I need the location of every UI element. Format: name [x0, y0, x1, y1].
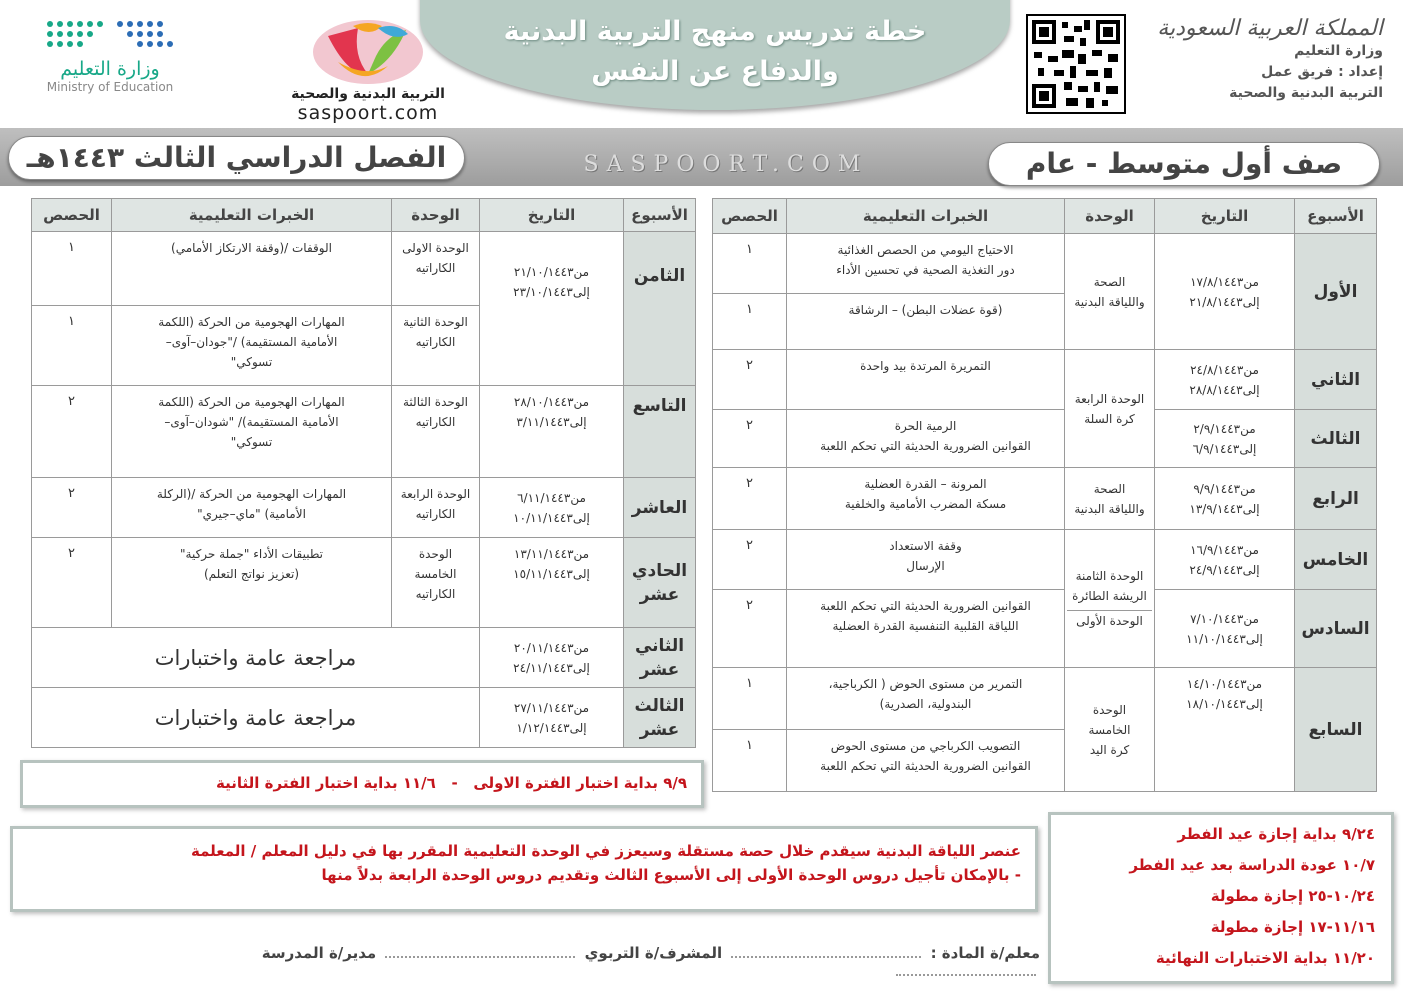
periods-cell: ٢	[32, 478, 112, 538]
experience-text: القوانين الضرورية الحديثة التي تحكم اللعبة	[820, 759, 1031, 773]
principal-signature-line	[896, 974, 1036, 976]
ministry-block	[1143, 16, 1383, 104]
experience-text: المهارات الهجومية من الحركة (اللكمة	[158, 395, 345, 409]
date-from: من٢٠/١١/١٤٤٣	[513, 640, 590, 655]
experience-text: التصويب الكرباجي من مستوى الحوض	[830, 739, 1021, 753]
holiday-item: ١١/٢٠ بداية الاختبارات النهائية	[1155, 949, 1375, 967]
periods-cell: ٢	[713, 410, 787, 468]
unit-label: الكاراتيه	[415, 335, 456, 349]
fitness-note-line2: - بالإمكان تأجيل دروس الوحدة الأولى إلى الأسبوع الثالث وتقديم دروس الوحدة الرابعة بدلاً منها	[321, 866, 1021, 884]
unit-cell	[1065, 234, 1155, 350]
experience-text: المرونة – القدرة العضلية	[864, 477, 987, 491]
week-date	[1155, 468, 1295, 530]
week-date	[1155, 530, 1295, 590]
week-name: الثاني	[1295, 350, 1377, 410]
date-from: من١٧/٨/١٤٤٣	[1190, 274, 1259, 289]
team-name: التربية البدنية والصحية	[1229, 85, 1383, 101]
experience-text: مسكة المضرب الأمامية والخلفية	[844, 497, 1007, 511]
title-line-2: والدفاع عن النفس	[591, 56, 839, 87]
table-row	[32, 386, 696, 478]
week-name	[624, 688, 696, 748]
experience-cell	[787, 234, 1065, 294]
unit-cell	[1065, 530, 1155, 668]
unit-cell	[392, 478, 480, 538]
holiday-item: ٩/٢٤ بداية إجازة عيد الفطر	[1177, 825, 1375, 843]
date-from: من١٣/١١/١٤٤٣	[513, 547, 590, 561]
date-from: من٢/٩/١٤٤٣	[1193, 421, 1256, 436]
week-name-part: عشر	[639, 659, 680, 680]
supervisor-signature-line	[385, 956, 575, 958]
experience-cell: الوقفات /(وقفة الارتكاز الأمامي)	[112, 232, 392, 306]
table-row	[713, 530, 1377, 590]
unit-label: واللياقة البدنية	[1074, 501, 1145, 516]
date-to: إلى٦/٩/١٤٤٣	[1192, 441, 1257, 456]
unit-label: كرة اليد	[1089, 742, 1130, 757]
periods-cell: ٢	[713, 468, 787, 530]
week-name	[624, 628, 696, 688]
experience-text: تسوكي"	[230, 355, 273, 369]
unit-label: الوحدة	[1092, 702, 1127, 717]
fitness-note-box	[10, 826, 1038, 912]
term-pill: الفصل الدراسي الثالث ١٤٤٣هـ	[8, 136, 465, 180]
brand-url: saspoort.com	[297, 102, 439, 124]
week-date	[480, 478, 624, 538]
date-to: إلى٢٤/١١/١٤٤٣	[513, 660, 590, 675]
right-schedule-table	[712, 198, 1377, 792]
experience-cell	[112, 386, 392, 478]
experience-text: القوانين الضرورية الحديثة التي تحكم اللعبة	[820, 439, 1031, 453]
week-date	[480, 688, 624, 748]
unit-label: الوحدة الثانية	[403, 315, 468, 329]
table-row	[32, 628, 696, 688]
week-name: التاسع	[624, 386, 696, 478]
moe-logo	[30, 14, 190, 94]
unit-label: كرة السلة	[1084, 411, 1135, 426]
grade-pill: صف أول متوسط - عام	[988, 142, 1380, 186]
experience-cell	[112, 478, 392, 538]
periods-cell: ٢	[32, 538, 112, 628]
table-row	[32, 688, 696, 748]
week-name-part: الثاني	[634, 635, 685, 656]
col-unit: الوحدة	[392, 199, 480, 232]
date-from: من٢٤/٨/١٤٤٣	[1190, 362, 1259, 377]
periods-cell: ٢	[32, 386, 112, 478]
brand-block	[248, 16, 488, 124]
moe-name-en: Ministry of Education	[46, 80, 174, 94]
unit-label: الوحدة الثامنة	[1075, 569, 1144, 583]
kingdom-name: المملكة العربية السعودية	[1157, 16, 1383, 41]
week-name: الخامس	[1295, 530, 1377, 590]
week-name: الأول	[1295, 234, 1377, 350]
week-name: الرابع	[1295, 468, 1377, 530]
week-date	[1155, 668, 1295, 792]
date-from: من٧/١٠/١٤٤٣	[1190, 611, 1259, 626]
col-periods: الحصص	[32, 199, 112, 232]
date-to: إلى١٨/١٠/١٤٤٣	[1186, 697, 1263, 711]
unit-label: الخامسة	[1088, 722, 1131, 737]
col-experience: الخبرات التعليمية	[112, 199, 392, 232]
exam-periods-text: ٩/٩ بداية اختبار الفترة الاولى - ١١/٦ بداية اختبار الفترة الثانية	[216, 774, 687, 792]
review-cell: مراجعة عامة واختبارات	[32, 688, 480, 748]
review-cell: مراجعة عامة واختبارات	[32, 628, 480, 688]
unit-label: الكاراتيه	[415, 587, 456, 601]
week-date	[1155, 350, 1295, 410]
teacher-signature-line	[731, 956, 921, 958]
brand-name: التربية البدنية والصحية	[291, 86, 445, 102]
week-date	[480, 232, 624, 386]
experience-text: (تعزيز نواتج التعلم)	[203, 567, 300, 581]
table-row	[713, 410, 1377, 468]
unit-label: الوحدة الثالثة	[403, 395, 468, 409]
unit-cell	[1065, 668, 1155, 792]
week-date	[480, 538, 624, 628]
experience-cell	[787, 590, 1065, 668]
holiday-item: ١٠/٢٤-٢٥ إجازة مطولة	[1210, 887, 1375, 905]
title-line-1: خطة تدريس منهج التربية البدنية	[503, 16, 927, 47]
principal-label: مدير/ة المدرسة	[261, 944, 377, 962]
unit-label: الوحدة الاولى	[402, 241, 469, 255]
date-from: من٢١/١٠/١٤٤٣	[513, 265, 590, 279]
experience-text: الإرسال	[906, 559, 945, 573]
periods-cell: ٢	[713, 350, 787, 410]
week-name-part: الحادي	[631, 560, 688, 581]
date-to: إلى٢٤/٩/١٤٤٣	[1189, 562, 1260, 577]
prepared-by: إعداد : فريق عمل	[1261, 64, 1383, 80]
experience-cell	[787, 410, 1065, 468]
fitness-note-line1: عنصر اللياقة البدنية سيقدم خلال حصة مستقلة وسيعزز في الوحدة التعليمية المقرر بها في دليل المعلم / المعلمة	[190, 842, 1021, 860]
unit-label: الوحدة الرابعة	[1074, 391, 1145, 406]
table-row	[32, 232, 696, 306]
experience-text: الأمامية) "ماي–جيري"	[197, 507, 306, 521]
unit-label: الخامسة	[414, 567, 457, 581]
week-date	[480, 386, 624, 478]
holiday-item: ١٠/٧ عودة الدراسة بعد عيد الفطر	[1129, 856, 1375, 874]
experience-text: التمرير من مستوى الحوض ( الكرباجية،	[828, 677, 1023, 691]
moe-dots-icon	[40, 14, 180, 58]
col-date: التاريخ	[480, 199, 624, 232]
experience-text: المهارات الهجومية من الحركة (اللكمة	[158, 315, 345, 329]
table-row	[32, 478, 696, 538]
week-name: الثامن	[624, 232, 696, 386]
experience-cell	[787, 730, 1065, 792]
date-to: إلى١٣/٩/١٤٤٣	[1189, 501, 1260, 516]
week-name	[624, 538, 696, 628]
unit-label: الوحدة الرابعة	[400, 487, 471, 501]
table-row	[713, 234, 1377, 294]
experience-cell: (قوة عضلات البطن) – الرشاقة	[787, 294, 1065, 350]
experience-text: وقفة الاستعداد	[889, 539, 962, 553]
unit-label: الوحدة الأولى	[1067, 610, 1152, 631]
experience-text: تطبيقات الأداء "جملة حركية"	[180, 547, 323, 561]
experience-text: الأمامية المستقيمة)/ "شودان–آوى–	[164, 415, 339, 429]
unit-label: الكاراتيه	[415, 261, 456, 275]
week-date	[1155, 410, 1295, 468]
experience-text: القوانين الضرورية الحديثة التي تحكم اللعبة	[820, 599, 1031, 613]
experience-text: الأمامية المستقيمة) /"جودان–آوى–	[165, 335, 338, 349]
unit-cell	[1065, 350, 1155, 468]
date-from: من١٤/١٠/١٤٤٣	[1186, 677, 1263, 691]
left-schedule-table	[31, 198, 696, 748]
experience-text: البندولية، الصدرية)	[879, 697, 972, 711]
periods-cell: ١	[32, 232, 112, 306]
experience-cell	[787, 530, 1065, 590]
week-name: الثالث	[1295, 410, 1377, 468]
table-row	[713, 590, 1377, 668]
experience-text: المهارات الهجومية من الحركة /(الركلة	[156, 487, 347, 501]
week-name: العاشر	[624, 478, 696, 538]
unit-label: الريشة الطائرة	[1072, 589, 1147, 603]
experience-text: اللياقة القلبية التنفسية القدرة العضلية	[832, 619, 1019, 633]
experience-cell	[112, 306, 392, 386]
unit-label: الوحدة	[418, 547, 453, 561]
week-name-part: عشر	[639, 584, 680, 605]
table-row	[713, 350, 1377, 410]
experience-cell: التمريرة المرتدة بيد واحدة	[787, 350, 1065, 410]
signature-footer	[160, 944, 1040, 972]
unit-cell	[1065, 468, 1155, 530]
experience-cell	[112, 538, 392, 628]
date-to: إلى١٥/١١/١٤٤٣	[513, 567, 590, 581]
experience-cell	[787, 468, 1065, 530]
periods-cell: ٢	[713, 530, 787, 590]
brand-logo-icon	[308, 16, 428, 86]
unit-cell	[392, 306, 480, 386]
unit-label: الصحة	[1093, 481, 1126, 496]
week-date	[1155, 590, 1295, 668]
experience-text: الاحتياج اليومي من الحصص الغذائية	[837, 243, 1014, 257]
holidays-box	[1048, 812, 1394, 984]
title-banner	[420, 0, 1010, 110]
date-to: إلى٢٣/١٠/١٤٤٣	[513, 285, 590, 299]
qr-code-icon	[1026, 14, 1126, 114]
watermark: SASPOORT.COM	[583, 152, 869, 177]
col-experience: الخبرات التعليمية	[787, 199, 1065, 234]
unit-cell	[392, 386, 480, 478]
periods-cell: ٢	[713, 590, 787, 668]
date-to: إلى١١/١٠/١٤٤٣	[1186, 631, 1263, 646]
periods-cell: ١	[713, 730, 787, 792]
week-date	[1155, 234, 1295, 350]
unit-label: الكاراتيه	[415, 507, 456, 521]
week-name: السادس	[1295, 590, 1377, 668]
unit-cell	[392, 232, 480, 306]
date-to: إلى٢١/٨/١٤٤٣	[1189, 294, 1260, 309]
experience-cell	[787, 668, 1065, 730]
date-to: إلى١/١٢/١٤٤٣	[516, 720, 587, 735]
date-to: إلى٢٨/٨/١٤٤٣	[1189, 382, 1260, 397]
periods-cell: ١	[713, 668, 787, 730]
col-date: التاريخ	[1155, 199, 1295, 234]
holiday-item: ١١/١٦-١٧ إجازة مطولة	[1210, 918, 1375, 936]
teacher-label: معلم/ة المادة :	[930, 944, 1040, 962]
periods-cell: ١	[713, 294, 787, 350]
date-from: من١٦/٩/١٤٤٣	[1190, 542, 1259, 557]
date-from: من٢٧/١١/١٤٤٣	[513, 700, 590, 715]
col-week: الأسبوع	[624, 199, 696, 232]
week-name: السابع	[1295, 668, 1377, 792]
ministry-name: وزارة التعليم	[1294, 43, 1383, 59]
col-unit: الوحدة	[1065, 199, 1155, 234]
col-periods: الحصص	[713, 199, 787, 234]
moe-name-ar: وزارة التعليم	[60, 58, 160, 80]
date-from: من٦/١١/١٤٤٣	[517, 490, 586, 505]
date-from: من٢٨/١٠/١٤٤٣	[513, 395, 590, 409]
unit-cell	[392, 538, 480, 628]
col-week: الأسبوع	[1295, 199, 1377, 234]
periods-cell: ١	[713, 234, 787, 294]
experience-text: تسوكي"	[230, 435, 273, 449]
date-to: إلى٣/١١/١٤٤٣	[516, 415, 587, 429]
unit-label: واللياقة البدنية	[1074, 294, 1145, 309]
date-to: إلى١٠/١١/١٤٤٣	[513, 510, 590, 525]
experience-text: دور التغذية الصحية في تحسين الأداء	[836, 263, 1015, 277]
periods-cell: ١	[32, 306, 112, 386]
table-row	[32, 538, 696, 628]
unit-label: الكاراتيه	[415, 415, 456, 429]
week-date	[480, 628, 624, 688]
experience-text: الرمية الحرة	[894, 419, 957, 433]
unit-label: الصحة	[1093, 274, 1126, 289]
exam-periods-box	[20, 760, 704, 808]
week-name-part: الثالث	[634, 695, 685, 716]
date-from: من٩/٩/١٤٤٣	[1193, 481, 1256, 496]
week-name-part: عشر	[639, 719, 680, 740]
supervisor-label: المشرف/ة التربوي	[584, 944, 723, 962]
table-row	[713, 668, 1377, 730]
table-row	[713, 468, 1377, 530]
